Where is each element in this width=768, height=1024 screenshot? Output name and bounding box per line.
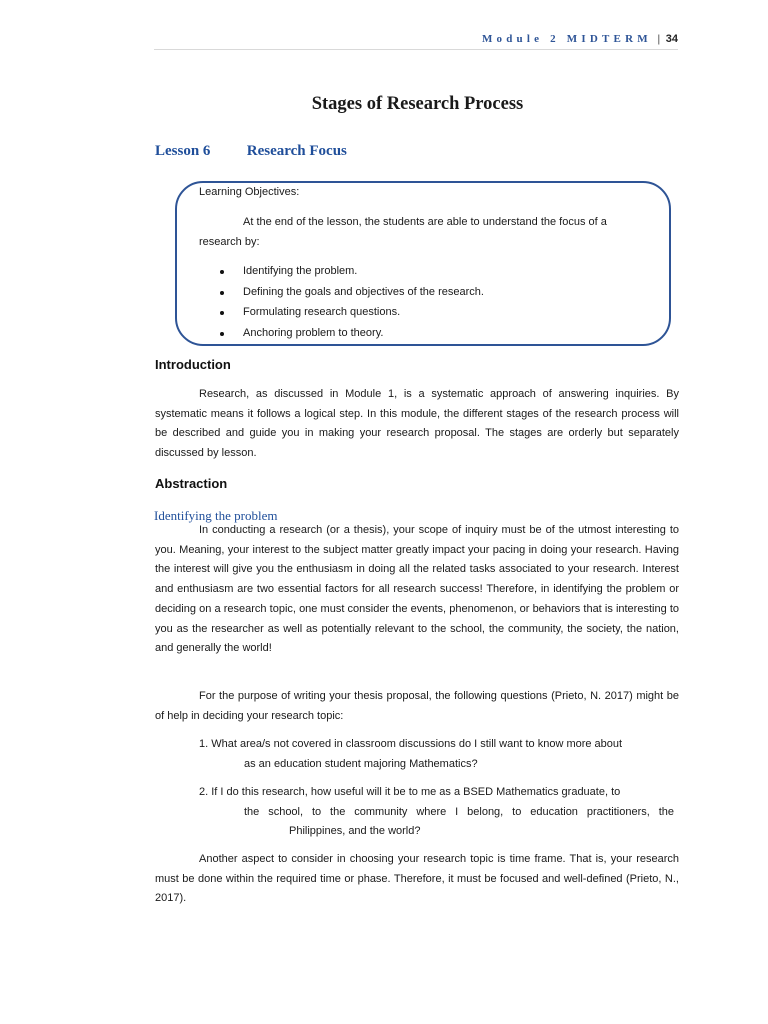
page-header [482, 33, 678, 45]
objective-item: Identifying the problem. [243, 265, 358, 277]
abstraction-heading: Abstraction [155, 476, 228, 491]
question-1-line-2: as an education student majoring Mathematics? [244, 758, 478, 770]
objective-item: Formulating research questions. [243, 306, 401, 318]
module-label: Module 2 MIDTERM [481, 33, 652, 45]
lesson-heading [155, 143, 347, 160]
objectives-intro-line2: research by: [199, 236, 260, 248]
question-2-line-3: Philippines, and the world? [289, 825, 421, 837]
objectives-heading: Learning Objectives: [199, 186, 300, 198]
question-1-line-1: 1. What area/s not covered in classroom discussions do I still want to know more about [199, 738, 623, 750]
question-2-line-1: 2. If I do this research, how useful will it be to me as a BSED Mathematics graduate, to [199, 786, 621, 798]
page-number: 34 [665, 33, 678, 45]
introduction-heading: Introduction [155, 357, 231, 372]
abstraction-paragraph-1: In conducting a research (or a thesis), your scope of inquiry must be of the utmost interesting to you. Meaning, your interest to the subject matter greatly impact your pacing in doing your research. Having the interest will give you the enthusiasm in doing all the related tasks associated to your research. Interest and enthusiasm are two essential factors for all research success! Therefore, in identifying the problem or deciding on a research topic, one must consider the events, phenomenon, or behaviors that is interesting to you as the researcher as well as potentially relevant to the school, the community, the society, the nation, and generally the world! [155, 524, 679, 655]
header-rule [154, 49, 678, 50]
question-2-line-2: the school, to the community where I belong, to education practitioners, the [244, 806, 674, 818]
objective-item: Defining the goals and objectives of the research. [243, 286, 484, 298]
abstraction-paragraph-2: For the purpose of writing your thesis proposal, the following questions (Prieto, N. 2017) might be of help in deciding your research topic: [155, 690, 679, 722]
lesson-number: Lesson 6 [155, 143, 211, 159]
abstraction-paragraph-3: Another aspect to consider in choosing your research topic is time frame. That is, your research must be done within the required time or phase. Therefore, it must be focused and well-defined (Prieto, N., 2017). [155, 853, 679, 905]
introduction-paragraph: Research, as discussed in Module 1, is a systematic approach of answering inquiries. By systematic means it follows a logical step. In this module, the different stages of the research process will be described and guide you in making your research proposal. The stages are orderly but separately discussed by lesson. [155, 388, 679, 460]
objectives-intro-line1: At the end of the lesson, the students are able to understand the focus of a [243, 216, 607, 228]
lesson-name: Research Focus [246, 143, 347, 159]
identifying-problem-subheading: Identifying the problem [154, 508, 278, 523]
learning-objectives-box [175, 181, 671, 346]
page-title: Stages of Research Process [311, 94, 524, 114]
header-separator: | [657, 33, 660, 45]
objective-item: Anchoring problem to theory. [243, 327, 384, 339]
